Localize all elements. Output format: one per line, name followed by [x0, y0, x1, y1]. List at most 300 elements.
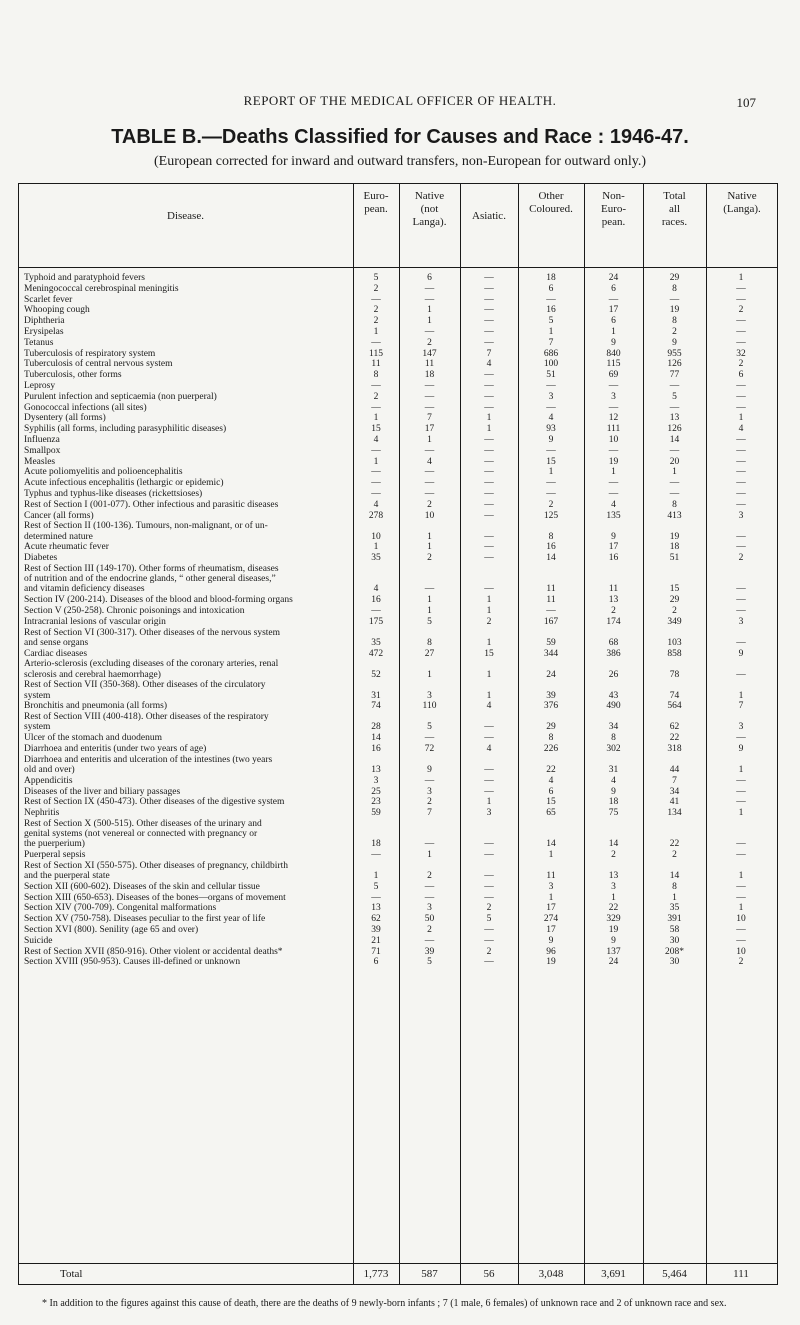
table-row [20, 861, 776, 882]
cell-native-langa: 1 [738, 413, 744, 424]
footnote: * In addition to the figures against this cause of death, there are the deaths of 9 newly-born infants ; 7 (1 male, 6 females) of unknown race and 2 of unknown race and sex. [42, 1298, 727, 1309]
cell-european: 2 [373, 283, 379, 294]
cell-native-langa: — [736, 669, 746, 680]
cell-total-all-races: 58 [669, 925, 680, 936]
cell-native-not-langa: — [424, 478, 435, 489]
cell-native-langa: 32 [736, 348, 746, 359]
cell-native-not-langa: 50 [424, 914, 435, 925]
cell-native-not-langa: 2 [427, 925, 432, 936]
column-header-total-all-races: Total all races. [661, 190, 688, 228]
cell-total-all-races: 2 [672, 326, 677, 337]
disease-name: Section XII (600-602). Diseases of the skin and cellular tissue [24, 881, 260, 892]
total-all-races: 5,464 [662, 1268, 687, 1280]
cell-other-coloured: 8 [548, 531, 554, 542]
table-row [20, 755, 776, 776]
disease-name: Rest of Section II (100-136). Tumours, non-malignant, or of un- determined nature [24, 521, 268, 542]
total-asiatic: 56 [483, 1268, 495, 1280]
cell-asiatic: — [484, 283, 494, 294]
column-header-asiatic: Asiatic. [472, 210, 506, 222]
table-row [20, 521, 776, 542]
cell-asiatic: 15 [484, 648, 494, 659]
cell-non-european: 6 [611, 316, 616, 327]
cell-native-langa: 1 [738, 690, 744, 701]
cell-european: — [371, 380, 381, 391]
table-row [20, 435, 776, 446]
cell-non-european: 9 [611, 935, 616, 946]
cell-european: 39 [371, 925, 381, 936]
table-row [20, 606, 776, 617]
cell-other-coloured: 5 [548, 316, 554, 327]
cell-non-european: 9 [611, 531, 616, 542]
cell-other-coloured: 16 [546, 542, 556, 553]
cell-total-all-races: 858 [667, 648, 682, 659]
cell-native-langa: 3 [738, 722, 744, 733]
cell-native-not-langa: 17 [424, 424, 435, 435]
cell-other-coloured: 19 [546, 957, 556, 968]
cell-native-not-langa: 8 [427, 637, 432, 648]
cell-other-coloured: 11 [546, 871, 556, 882]
cell-european: 16 [371, 595, 381, 606]
cell-non-european: 6 [611, 283, 616, 294]
cell-asiatic: — [484, 839, 494, 850]
cell-total-all-races: 1 [672, 892, 677, 903]
cell-asiatic: — [484, 445, 494, 456]
cell-other-coloured: 11 [546, 584, 556, 595]
cell-other-coloured: 6 [548, 786, 554, 797]
cell-native-not-langa: 3 [427, 903, 432, 914]
cell-total-all-races: — [669, 478, 680, 489]
table-row [20, 500, 776, 511]
cell-total-all-races: 955 [667, 348, 682, 359]
cell-total-all-races: 35 [669, 903, 680, 914]
cell-asiatic: — [484, 326, 494, 337]
cell-european: — [371, 467, 381, 478]
cell-other-coloured: 15 [546, 797, 556, 808]
cell-non-european: 24 [608, 957, 619, 968]
cell-non-european: 1 [611, 326, 616, 337]
table-row [20, 467, 776, 478]
cell-other-coloured: 14 [546, 553, 556, 564]
cell-european: 71 [371, 946, 381, 957]
cell-native-not-langa: 1 [427, 669, 432, 680]
cell-native-not-langa: — [424, 445, 435, 456]
cell-european: 4 [373, 434, 379, 445]
table-title: TABLE B.—Deaths Classified for Causes and Race : 1946-47. [111, 126, 689, 148]
cell-total-all-races: — [669, 402, 680, 413]
cell-non-european: 19 [608, 456, 619, 467]
cell-non-european: 135 [606, 510, 621, 521]
disease-name: Arterio-sclerosis (excluding diseases of the coronary arteries, renal sclerosis and cerebral haemorrhage) [24, 659, 279, 680]
cell-european: 5 [373, 273, 379, 283]
table-row [20, 712, 776, 733]
cell-other-coloured: 93 [546, 424, 556, 435]
cell-asiatic: 1 [486, 595, 492, 606]
cell-asiatic: — [484, 402, 494, 413]
disease-name: Diarrhoea and enteritis (under two years of age) [24, 743, 207, 754]
table-body [20, 273, 776, 968]
table-row [20, 381, 776, 392]
cell-native-not-langa: 39 [424, 946, 435, 957]
cell-total-all-races: 22 [669, 839, 680, 850]
cell-other-coloured: 686 [543, 348, 559, 359]
cell-non-european: 10 [608, 434, 619, 445]
cell-asiatic: — [484, 584, 494, 595]
cell-total-all-races: 14 [669, 871, 680, 882]
total-european: 1,773 [363, 1268, 389, 1280]
table-row [20, 595, 776, 606]
table-row [20, 903, 776, 914]
table-row [20, 947, 776, 958]
cell-non-european: 1 [611, 892, 616, 903]
cell-total-all-races: — [669, 445, 680, 456]
cell-native-not-langa: 5 [427, 616, 432, 627]
cell-european: 1 [373, 542, 379, 553]
cell-asiatic: — [484, 273, 494, 283]
cell-other-coloured: — [546, 488, 556, 499]
cell-total-all-races: 5 [672, 391, 677, 402]
table-row [20, 542, 776, 553]
cell-native-not-langa: — [424, 733, 435, 744]
cell-asiatic: — [484, 391, 494, 402]
cell-total-all-races: 103 [667, 637, 682, 648]
cell-non-european: — [608, 294, 619, 305]
cell-other-coloured: 15 [546, 456, 556, 467]
cell-native-langa: 2 [738, 359, 744, 370]
cell-total-all-races: 8 [672, 283, 677, 294]
cell-asiatic: — [484, 764, 494, 775]
cell-total-all-races: 318 [667, 743, 682, 754]
cell-asiatic: 1 [486, 797, 492, 808]
cell-other-coloured: 96 [546, 946, 556, 957]
disease-name: Diarrhoea and enteritis and ulceration of the intestines (two years old and over) [24, 754, 273, 775]
cell-native-not-langa: 1 [427, 434, 432, 445]
cell-total-all-races: 18 [669, 542, 680, 553]
disease-name: Whooping cough [24, 305, 90, 316]
cell-native-langa: 6 [738, 370, 744, 381]
disease-name: Section XIV (700-709). Congenital malformations [24, 903, 217, 914]
cell-other-coloured: 167 [543, 616, 559, 627]
cell-european: 18 [371, 839, 381, 850]
cell-non-european: 14 [608, 839, 619, 850]
cell-native-not-langa: 1 [427, 316, 432, 327]
cell-total-all-races: 41 [669, 797, 680, 808]
cell-european: 1 [373, 456, 379, 467]
cell-asiatic: — [484, 722, 494, 733]
cell-native-not-langa: 3 [427, 786, 432, 797]
disease-name: Section XVI (800). Senility (age 65 and over) [24, 925, 199, 936]
cell-non-european: 19 [608, 925, 619, 936]
cell-native-langa: — [736, 584, 746, 595]
cell-non-european: — [608, 478, 619, 489]
cell-european: 4 [373, 584, 379, 595]
cell-asiatic: — [484, 510, 494, 521]
table-row [20, 680, 776, 701]
cell-european: — [371, 337, 381, 348]
cell-european: 52 [371, 669, 381, 680]
cell-native-not-langa: 4 [427, 456, 432, 467]
cell-non-european: 137 [606, 946, 621, 957]
disease-name: Rest of Section I (001-077). Other infectious and parasitic diseases [24, 499, 279, 510]
disease-name: Bronchitis and pneumonia (all forms) [24, 701, 167, 712]
cell-other-coloured: 4 [548, 413, 554, 424]
cell-other-coloured: 9 [548, 434, 554, 445]
cell-native-langa: 2 [738, 305, 744, 316]
cell-asiatic: — [484, 488, 494, 499]
cell-native-langa: — [736, 445, 746, 456]
table-row [20, 349, 776, 360]
cell-total-all-races: 349 [667, 616, 682, 627]
cell-total-all-races: — [669, 488, 680, 499]
total-non-european: 3,691 [601, 1268, 626, 1280]
cell-non-european: 115 [606, 359, 621, 370]
cell-other-coloured: 1 [548, 850, 554, 861]
cell-other-coloured: — [546, 402, 556, 413]
cell-european: 2 [373, 391, 379, 402]
cell-native-langa: 7 [738, 701, 744, 712]
cell-native-not-langa: 72 [424, 743, 435, 754]
cell-native-langa: — [736, 326, 746, 337]
cell-native-not-langa: 2 [427, 871, 432, 882]
disease-name: Dysentery (all forms) [24, 413, 106, 424]
cell-asiatic: — [484, 531, 494, 542]
table-row [20, 413, 776, 424]
cell-asiatic: — [484, 316, 494, 327]
running-head: REPORT OF THE MEDICAL OFFICER OF HEALTH. [243, 93, 557, 108]
table-row [20, 295, 776, 306]
cell-asiatic: 7 [486, 348, 492, 359]
cell-non-european: 17 [608, 305, 619, 316]
cell-european: — [371, 402, 381, 413]
cell-other-coloured: 2 [548, 499, 554, 510]
cell-non-european: 17 [608, 542, 619, 553]
cell-other-coloured: 59 [546, 637, 556, 648]
disease-name: Erysipelas [24, 326, 64, 337]
cell-native-langa: — [736, 337, 746, 348]
cell-other-coloured: — [546, 478, 556, 489]
cell-other-coloured: — [546, 605, 556, 616]
cell-asiatic: — [484, 542, 494, 553]
cell-native-not-langa: 7 [427, 413, 432, 424]
cell-other-coloured: 11 [546, 595, 556, 606]
cell-other-coloured: 18 [546, 273, 556, 283]
disease-name: Acute rheumatic fever [24, 542, 109, 553]
cell-asiatic: — [484, 935, 494, 946]
cell-european: 1 [373, 871, 379, 882]
cell-non-european: — [608, 402, 619, 413]
cell-native-not-langa: 5 [427, 722, 432, 733]
cell-native-langa: — [736, 467, 746, 478]
cell-european: — [371, 294, 381, 305]
disease-name: Acute poliomyelitis and polioencephalitis [24, 467, 183, 478]
cell-native-not-langa: — [424, 283, 435, 294]
disease-name: Rest of Section III (149-170). Other forms of rheumatism, diseases of nutrition and of the endocrine glands, “ other general diseases,” and vitamin deficiency diseases [24, 563, 279, 595]
cell-native-langa: — [736, 733, 746, 744]
cell-non-european: 69 [608, 370, 619, 381]
cell-other-coloured: 65 [546, 808, 556, 819]
cell-european: 62 [371, 914, 381, 925]
cell-asiatic: 1 [486, 605, 492, 616]
cell-native-not-langa: 1 [427, 605, 432, 616]
cell-native-not-langa: — [424, 584, 435, 595]
cell-total-all-races: 8 [672, 316, 677, 327]
cell-native-not-langa: — [424, 839, 435, 850]
cell-european: 472 [368, 648, 384, 659]
cell-asiatic: 4 [486, 701, 492, 712]
cell-asiatic: — [484, 881, 494, 892]
column-header-other-coloured: Other Coloured. [529, 190, 573, 215]
disease-name: Rest of Section IX (450-473). Other diseases of the digestive system [24, 797, 285, 808]
disease-name: Meningococcal cerebrospinal meningitis [24, 283, 179, 294]
table-row [20, 446, 776, 457]
cell-total-all-races: 413 [667, 510, 682, 521]
disease-name: Appendicitis [24, 775, 73, 786]
cell-native-langa: — [736, 380, 746, 391]
disease-name: Acute infectious encephalitis (lethargic or epidemic) [24, 478, 224, 489]
table-row [20, 850, 776, 861]
cell-asiatic: — [484, 294, 494, 305]
cell-non-european: 34 [608, 722, 619, 733]
cell-other-coloured: — [546, 294, 556, 305]
cell-asiatic: 1 [486, 413, 492, 424]
cell-asiatic: 3 [486, 808, 492, 819]
cell-total-all-races: 19 [669, 531, 680, 542]
header-rule [18, 267, 778, 268]
cell-native-langa: — [736, 786, 746, 797]
cell-total-all-races: 126 [667, 424, 682, 435]
cell-asiatic: — [484, 786, 494, 797]
cell-native-langa: — [736, 434, 746, 445]
table-row [20, 359, 776, 370]
table-row [20, 957, 776, 968]
cell-native-not-langa: 147 [422, 348, 437, 359]
cell-native-not-langa: 6 [427, 273, 432, 283]
disease-name: Intracranial lesions of vascular origin [24, 616, 166, 627]
cell-native-not-langa: — [424, 294, 435, 305]
cell-native-not-langa: — [424, 892, 435, 903]
cell-non-european: 840 [606, 348, 621, 359]
disease-name: Section XIII (650-653). Diseases of the bones—organs of movement [24, 892, 286, 903]
cell-european: 14 [371, 733, 381, 744]
total-other-coloured: 3,048 [538, 1268, 564, 1280]
cell-native-langa: — [736, 456, 746, 467]
disease-name: Diabetes [24, 553, 58, 564]
cell-native-not-langa: 1 [427, 595, 432, 606]
cell-total-all-races: 29 [669, 273, 680, 283]
cell-total-all-races: 208* [665, 946, 684, 957]
cell-asiatic: — [484, 850, 494, 861]
cell-total-all-races: 7 [672, 775, 677, 786]
cell-non-european: — [608, 380, 619, 391]
cell-european: 2 [373, 305, 379, 316]
cell-european: 23 [371, 797, 381, 808]
cell-european: 28 [371, 722, 381, 733]
cell-total-all-races: 30 [669, 935, 680, 946]
cell-non-european: 4 [611, 499, 616, 510]
cell-total-all-races: 1 [672, 467, 677, 478]
cell-other-coloured: 17 [546, 925, 556, 936]
cell-non-european: — [608, 488, 619, 499]
cell-european: 1 [373, 326, 379, 337]
cell-european: 11 [371, 359, 381, 370]
cell-european: 6 [373, 957, 379, 968]
table-row [20, 797, 776, 808]
cell-total-all-races: 29 [669, 595, 680, 606]
cell-total-all-races: 126 [667, 359, 682, 370]
column-header-native-langa: Native (Langa). [723, 190, 761, 215]
cell-asiatic: — [484, 499, 494, 510]
cell-native-langa: — [736, 881, 746, 892]
cell-native-langa: 1 [738, 808, 744, 819]
disease-name: Section XV (750-758). Diseases peculiar to the first year of life [24, 914, 266, 925]
cell-total-all-races: 77 [669, 370, 680, 381]
cell-native-langa: — [736, 595, 746, 606]
cell-total-all-races: 564 [667, 701, 682, 712]
cell-other-coloured: 14 [546, 839, 556, 850]
cell-native-not-langa: 2 [427, 337, 432, 348]
disease-name: Influenza [24, 434, 60, 445]
cell-total-all-races: 8 [672, 499, 677, 510]
cell-european: 25 [371, 786, 381, 797]
disease-name: Typhoid and paratyphoid fevers [24, 273, 145, 283]
table-row [20, 701, 776, 712]
total-native-not-langa: 587 [421, 1268, 438, 1280]
table-row [20, 649, 776, 660]
cell-native-langa: — [736, 531, 746, 542]
cell-total-all-races: 62 [669, 722, 680, 733]
cell-native-langa: — [736, 542, 746, 553]
table-row [20, 316, 776, 327]
cell-native-not-langa: — [424, 326, 435, 337]
cell-other-coloured: 226 [543, 743, 559, 754]
cell-native-not-langa: 7 [427, 808, 432, 819]
cell-non-european: 24 [608, 273, 619, 283]
cell-other-coloured: — [546, 445, 556, 456]
cell-native-langa: — [736, 637, 746, 648]
disease-name: Cancer (all forms) [24, 510, 94, 521]
cell-total-all-races: 13 [669, 413, 680, 424]
total-row [20, 1268, 776, 1280]
cell-asiatic: — [484, 892, 494, 903]
cell-native-langa: — [736, 935, 746, 946]
cell-native-langa: — [736, 839, 746, 850]
cell-native-not-langa: 1 [427, 531, 432, 542]
cell-native-not-langa: 11 [424, 359, 435, 370]
table-row [20, 284, 776, 295]
cell-asiatic: — [484, 553, 494, 564]
cell-european: 21 [371, 935, 381, 946]
cell-asiatic: — [484, 370, 494, 381]
cell-european: 3 [373, 775, 379, 786]
cell-native-langa: — [736, 892, 746, 903]
cell-native-not-langa: — [424, 775, 435, 786]
cell-asiatic: 1 [486, 669, 492, 680]
cell-native-langa: — [736, 797, 746, 808]
disease-name: Rest of Section VI (300-317). Other diseases of the nervous system and sense organs [24, 627, 281, 648]
cell-total-all-races: 8 [672, 881, 677, 892]
cell-asiatic: — [484, 957, 494, 968]
cell-other-coloured: 376 [543, 701, 559, 712]
cell-total-all-races: 15 [669, 584, 680, 595]
cell-asiatic: — [484, 871, 494, 882]
cell-non-european: 174 [606, 616, 621, 627]
table-row [20, 659, 776, 680]
table-row [20, 617, 776, 628]
cell-total-all-races: 20 [669, 456, 680, 467]
cell-native-langa: — [736, 775, 746, 786]
table-row [20, 478, 776, 489]
cell-asiatic: 4 [486, 743, 492, 754]
cell-non-european: 9 [611, 337, 616, 348]
